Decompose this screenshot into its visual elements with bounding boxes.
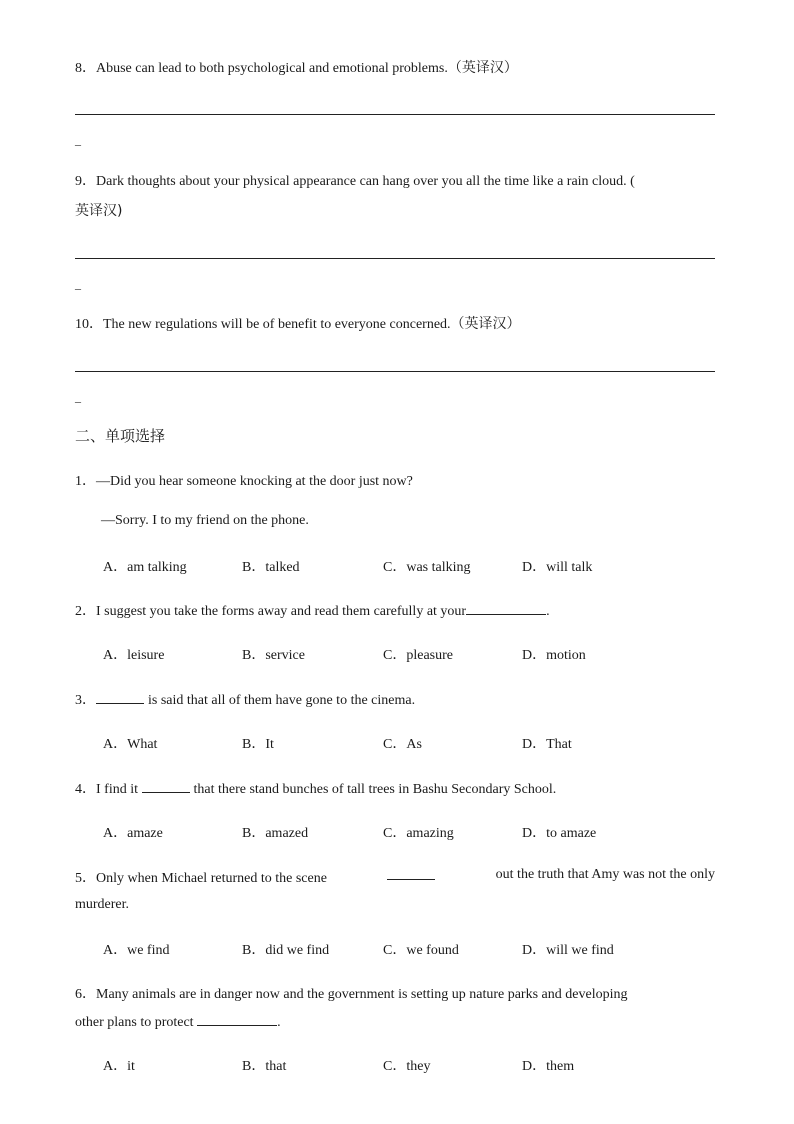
option-d[interactable]: D．motion [522,648,586,663]
option-a[interactable]: A．we find [103,943,170,958]
question-text: The new regulations will be of benefit to everyone concerned. [103,317,451,332]
question-number: 1． [75,474,96,489]
question-stem: is said that all of them have gone to the cinema. [148,693,416,708]
question-stem-end: . [277,1015,281,1030]
answer-blank[interactable] [197,1013,277,1026]
question-number: 3． [75,693,96,708]
mc-question-6 [75,983,627,1003]
option-a[interactable]: A．leisure [103,648,165,663]
question-number: 5． [75,871,96,886]
option-a[interactable]: A．it [103,1059,135,1074]
instruction-tag: （英译汉） [447,60,518,76]
question-10 [75,313,521,333]
question-number: 10． [75,317,103,332]
question-stem-after: that there stand bunches of tall trees in Bashu Secondary School. [193,782,557,797]
option-d[interactable]: D．will we find [522,943,614,958]
question-number: 2． [75,604,96,619]
answer-line-tail: _ [75,133,81,147]
mc-question-1 [75,470,413,490]
question-stem-line2: other plans to protect [75,1015,194,1030]
answer-line-tail: _ [75,277,81,291]
answer-blank[interactable] [466,602,546,615]
answer-blank[interactable] [142,780,190,793]
option-d[interactable]: D．will talk [522,560,593,575]
mc-question-1-reply: —Sorry. I to my friend on the phone. [101,513,309,528]
option-d[interactable]: D．to amaze [522,826,597,841]
question-text: Abuse can lead to both psychological and emotional problems. [96,61,448,76]
mc-question-4 [75,778,556,798]
question-stem-end: . [546,604,550,619]
option-c[interactable]: C．amazing [383,826,454,841]
question-continuation: murderer. [75,897,130,912]
question-continuation [75,1013,281,1031]
answer-blank[interactable] [96,691,144,704]
instruction-tag: 英译汉) [75,203,123,219]
option-d[interactable]: D．That [522,737,572,752]
option-a[interactable]: A．amaze [103,826,163,841]
mc-question-2 [75,600,550,620]
question-stem: I suggest you take the forms away and read them carefully at your [96,604,467,619]
question-stem: Only when Michael returned to the scene [96,871,327,886]
option-c[interactable]: C．As [383,737,422,752]
option-a[interactable]: A．What [103,737,158,752]
answer-line-tail: _ [75,390,81,404]
question-number: 8． [75,61,96,76]
option-c[interactable]: C．they [383,1059,431,1074]
question-stem: I find it [96,782,138,797]
option-d[interactable]: D．them [522,1059,575,1074]
answer-line-8 [75,114,715,115]
question-stem: Many animals are in danger now and the government is setting up nature parks and developing [96,987,628,1002]
option-b[interactable]: B．that [242,1059,287,1074]
option-b[interactable]: B．It [242,737,274,752]
option-b[interactable]: B．service [242,648,305,663]
section-title: 二、单项选择 [75,427,166,445]
question-stem-after: out the truth that Amy was not the only [495,867,715,882]
option-c[interactable]: C．pleasure [383,648,453,663]
option-b[interactable]: B．did we find [242,943,330,958]
question-number: 6． [75,987,96,1002]
mc-question-3 [75,689,415,709]
question-9 [75,170,635,190]
answer-line-10 [75,371,715,372]
instruction-tag: （英译汉） [450,316,521,332]
answer-line-9 [75,258,715,259]
question-number: 4． [75,782,96,797]
option-b[interactable]: B．amazed [242,826,309,841]
option-b[interactable]: B．talked [242,560,300,575]
option-c[interactable]: C．we found [383,943,459,958]
question-stem: —Did you hear someone knocking at the door just now? [96,474,413,489]
option-a[interactable]: A．am talking [103,560,187,575]
mc-question-5 [75,867,715,887]
question-text: Dark thoughts about your physical appearance can hang over you all the time like a rain cloud. ( [96,174,635,189]
question-8 [75,57,518,77]
option-c[interactable]: C．was talking [383,560,471,575]
question-number: 9． [75,174,96,189]
answer-blank[interactable] [387,867,435,880]
